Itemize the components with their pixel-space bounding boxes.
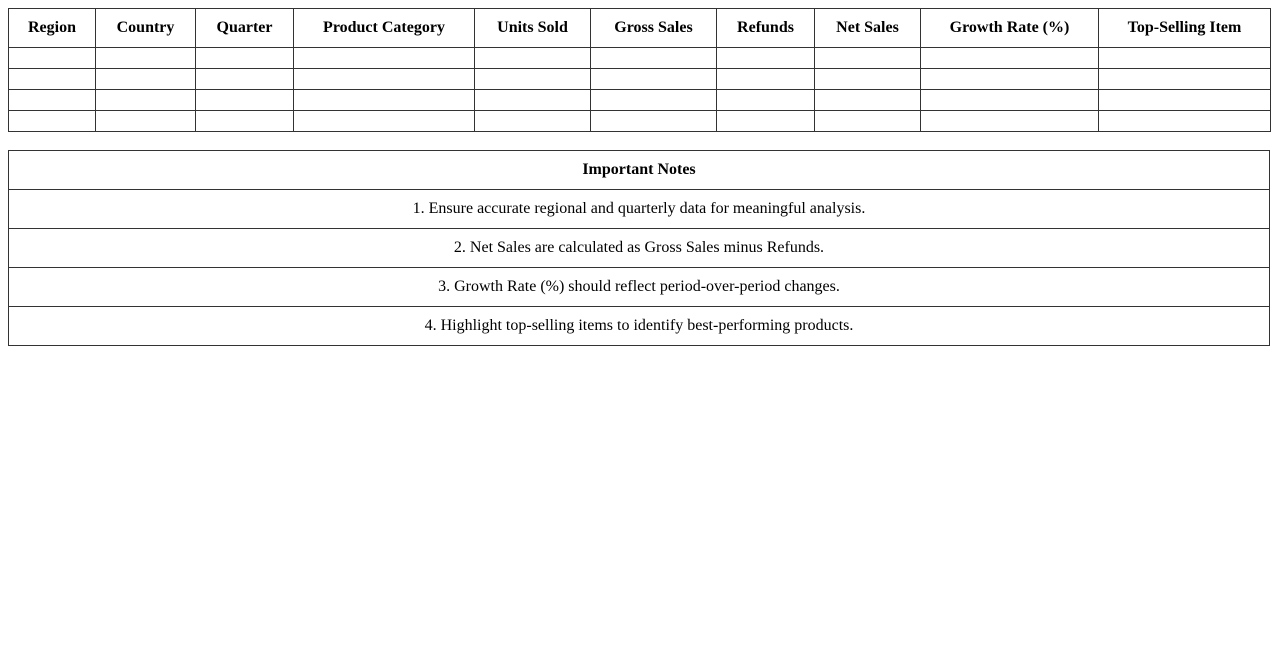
table-header-row <box>9 9 1271 48</box>
table-cell <box>717 69 815 90</box>
header-refunds: Refunds <box>717 9 815 48</box>
note-row <box>9 307 1270 346</box>
header-gross-sales: Gross Sales <box>591 9 717 48</box>
note-row <box>9 229 1270 268</box>
header-region: Region <box>9 9 96 48</box>
table-cell <box>475 48 591 69</box>
table-cell <box>475 90 591 111</box>
header-units-sold: Units Sold <box>475 9 591 48</box>
note-row <box>9 190 1270 229</box>
table-cell <box>921 90 1099 111</box>
note-item: 4. Highlight top-selling items to identify best-performing products. <box>9 307 1270 346</box>
header-quarter: Quarter <box>196 9 294 48</box>
table-cell <box>96 48 196 69</box>
header-country: Country <box>96 9 196 48</box>
table-cell <box>96 90 196 111</box>
table-row <box>9 69 1271 90</box>
note-item: 1. Ensure accurate regional and quarterly data for meaningful analysis. <box>9 190 1270 229</box>
table-cell <box>815 90 921 111</box>
note-item: 3. Growth Rate (%) should reflect period-over-period changes. <box>9 268 1270 307</box>
note-item: 2. Net Sales are calculated as Gross Sales minus Refunds. <box>9 229 1270 268</box>
table-cell <box>815 111 921 132</box>
table-cell <box>591 90 717 111</box>
table-cell <box>1099 48 1271 69</box>
header-product-category: Product Category <box>294 9 475 48</box>
table-cell <box>294 111 475 132</box>
table-cell <box>921 48 1099 69</box>
table-cell <box>1099 111 1271 132</box>
table-cell <box>96 111 196 132</box>
notes-title: Important Notes <box>9 151 1270 190</box>
table-cell <box>717 48 815 69</box>
table-cell <box>196 111 294 132</box>
table-cell <box>9 48 96 69</box>
table-cell <box>1099 69 1271 90</box>
important-notes-table <box>8 150 1270 346</box>
table-cell <box>591 48 717 69</box>
table-cell <box>294 69 475 90</box>
table-cell <box>1099 90 1271 111</box>
sales-data-table <box>8 8 1271 132</box>
table-row <box>9 111 1271 132</box>
table-cell <box>591 111 717 132</box>
table-row <box>9 48 1271 69</box>
table-cell <box>9 111 96 132</box>
table-cell <box>9 90 96 111</box>
table-cell <box>196 90 294 111</box>
notes-header-row <box>9 151 1270 190</box>
table-row <box>9 90 1271 111</box>
header-net-sales: Net Sales <box>815 9 921 48</box>
table-cell <box>196 69 294 90</box>
table-cell <box>717 90 815 111</box>
table-cell <box>921 111 1099 132</box>
header-top-selling-item: Top-Selling Item <box>1099 9 1271 48</box>
table-cell <box>475 111 591 132</box>
table-cell <box>294 48 475 69</box>
table-cell <box>591 69 717 90</box>
table-cell <box>921 69 1099 90</box>
table-cell <box>815 69 921 90</box>
note-row <box>9 268 1270 307</box>
table-cell <box>196 48 294 69</box>
table-cell <box>294 90 475 111</box>
table-cell <box>96 69 196 90</box>
table-cell <box>717 111 815 132</box>
table-cell <box>9 69 96 90</box>
header-growth-rate: Growth Rate (%) <box>921 9 1099 48</box>
table-cell <box>815 48 921 69</box>
table-cell <box>475 69 591 90</box>
